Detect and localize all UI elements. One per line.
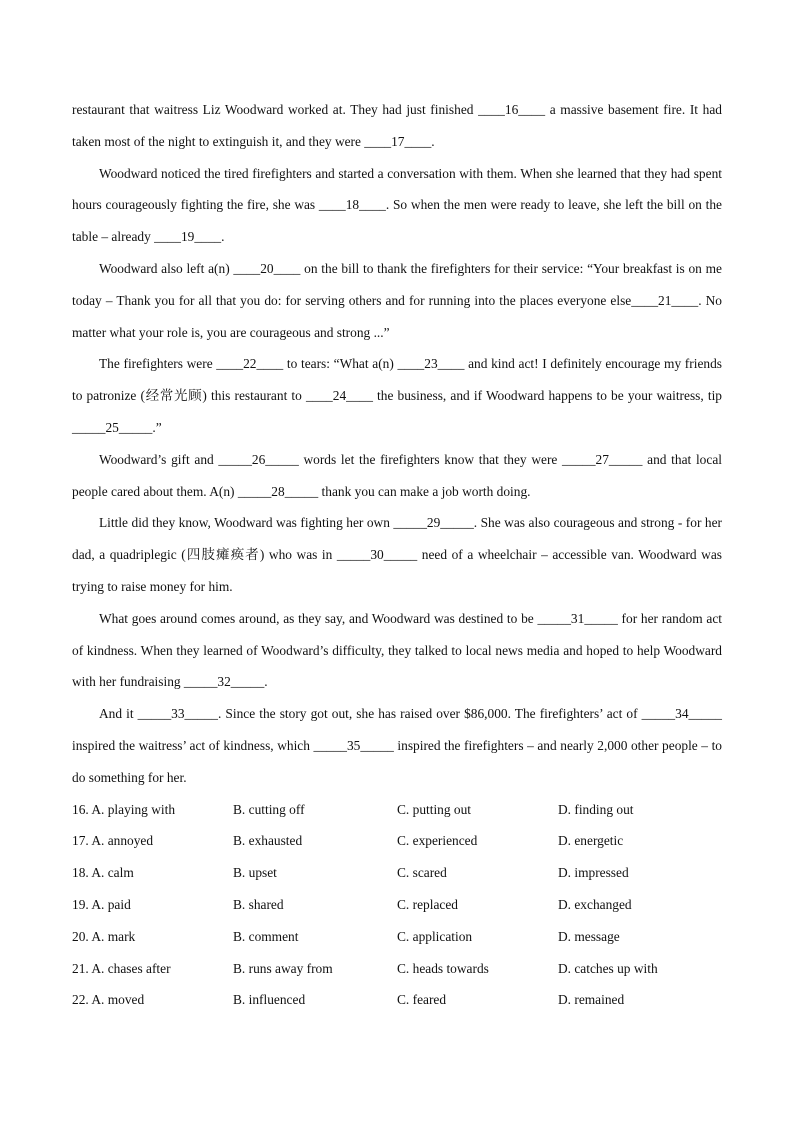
option-a: 16. A. playing with xyxy=(72,801,176,817)
paragraph: Woodward also left a(n) ____20____ on the bill to thank the firefighters for their service: “Your breakfast is on me today – Thank you for all that you do: for serving others and for running into the places everyone else____21____. No matter what your role is, you are courageous and strong ...” xyxy=(72,260,722,340)
paragraph: What goes around comes around, as they say, and Woodward was destined to be _____31_____ for her random act of kindness. When they learned of Woodward’s difficulty, they talked to local news media and hoped to help Woodward with her fundraising _____32_____. xyxy=(72,610,722,690)
option-a: 18. A. calm xyxy=(72,865,134,881)
option-c: C. replaced xyxy=(397,896,458,912)
question-row-17 xyxy=(72,825,722,857)
option-a: 20. A. mark xyxy=(72,928,136,944)
paragraph: And it _____33_____. Since the story got out, she has raised over $86,000. The firefighters’ act of _____34_____ inspired the waitress’ act of kindness, which _____35_____ inspired the firefighters – and nearly 2,000 other people – to do something for her. xyxy=(72,706,722,785)
question-row-19 xyxy=(72,889,722,921)
paragraph: restaurant that waitress Liz Woodward worked at. They had just finished ____16____ a massive basement fire. It had taken most of the night to extinguish it, and they were ____17____. xyxy=(72,102,722,149)
option-a: 21. A. chases after xyxy=(72,960,171,976)
paragraph: Woodward noticed the tired firefighters and started a conversation with them. When she learned that they had spent hours courageously fighting the fire, she was ____18____. So when the men were ready to leave, she left the bill on the table – already ____19____. xyxy=(72,165,722,245)
option-b: B. shared xyxy=(233,896,284,912)
option-b: B. upset xyxy=(233,865,277,881)
option-c: C. putting out xyxy=(397,801,472,817)
option-c: C. experienced xyxy=(397,833,478,849)
question-row-18 xyxy=(72,857,722,889)
question-row-16 xyxy=(72,794,722,826)
option-b: B. exhausted xyxy=(233,833,303,849)
option-d: D. catches up with xyxy=(558,960,658,976)
option-d: D. impressed xyxy=(558,865,629,881)
option-c: C. feared xyxy=(397,992,447,1008)
question-row-20 xyxy=(72,921,722,953)
option-c: C. heads towards xyxy=(397,960,489,976)
option-d: D. exchanged xyxy=(558,896,632,912)
option-c: C. scared xyxy=(397,865,447,881)
option-b: B. comment xyxy=(233,928,299,944)
option-b: B. influenced xyxy=(233,992,306,1008)
option-b: B. cutting off xyxy=(233,801,305,817)
option-d: D. message xyxy=(558,928,620,944)
option-a: 22. A. moved xyxy=(72,992,145,1008)
option-a: 19. A. paid xyxy=(72,896,131,912)
option-c: C. application xyxy=(397,928,473,944)
passage xyxy=(72,94,722,794)
paragraph: Woodward’s gift and _____26_____ words let the firefighters know that they were _____27_____ and that local people cared about them. A(n) _____28_____ thank you can make a job worth doing. xyxy=(72,451,722,499)
option-d: D. remained xyxy=(558,992,625,1008)
question-row-22 xyxy=(72,984,722,1016)
option-a: 17. A. annoyed xyxy=(72,833,154,849)
paragraph: Little did they know, Woodward was fighting her own _____29_____. She was also courageous and strong - for her dad, a quadriplegic (四肢瘫痪者) who was in _____30_____ need of a wheelchair – accessible van. Woodward was trying to raise money for him. xyxy=(72,515,722,594)
question-row-21 xyxy=(72,953,722,985)
option-b: B. runs away from xyxy=(233,960,333,976)
document-page xyxy=(72,94,722,1016)
option-d: D. energetic xyxy=(558,833,624,849)
option-d: D. finding out xyxy=(558,801,634,817)
answer-options xyxy=(72,794,722,1017)
paragraph: The firefighters were ____22____ to tears: “What a(n) ____23____ and kind act! I definitely encourage my friends to patronize (经常光顾) this restaurant to ____24____ the business, and if Woodward happens to be your waitress, tip _____25_____.” xyxy=(72,356,722,435)
